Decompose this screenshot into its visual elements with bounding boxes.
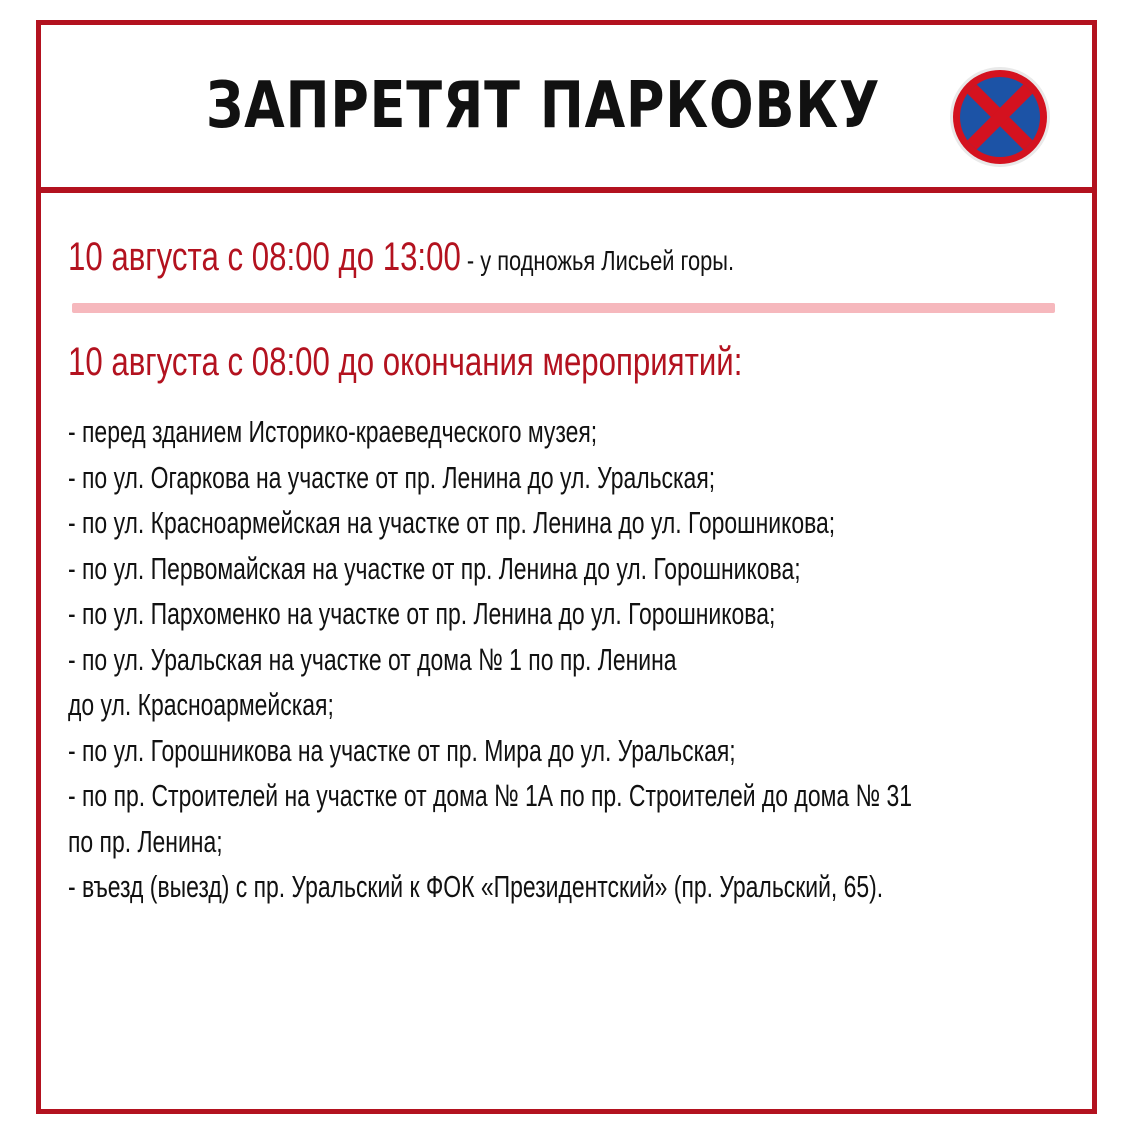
list-item: - по пр. Строителей на участке от дома № 1А по пр. Строителей до дома № 31 <box>68 778 912 813</box>
first-notice <box>68 235 734 280</box>
list-item: по пр. Ленина; <box>68 823 223 859</box>
no-stopping-sign-icon <box>948 65 1052 169</box>
second-notice-time: 10 августа с 08:00 до окончания мероприятий: <box>68 340 743 384</box>
first-notice-place: - у подножья Лисьей горы. <box>460 245 735 276</box>
list-item: - по ул. Красноармейская на участке от пр. Ленина до ул. Горошникова; <box>68 505 836 540</box>
list-item: - по ул. Первомайская на участке от пр. Ленина до ул. Горошникова; <box>68 550 801 586</box>
list-item: - по ул. Горошникова на участке от пр. Мира до ул. Уральская; <box>68 732 736 768</box>
list-item: - въезд (выезд) с пр. Уральский к ФОК «Президентский» (пр. Уральский, 65). <box>68 869 884 904</box>
list-item: - по ул. Пархоменко на участке от пр. Ленина до ул. Горошникова; <box>68 596 776 631</box>
list-item: - перед зданием Историко-краеведческого музея; <box>68 414 598 449</box>
list-item: до ул. Красноармейская; <box>68 687 334 722</box>
first-notice-time: 10 августа с 08:00 до 13:00 <box>68 235 461 279</box>
divider <box>72 303 1055 313</box>
page-title: ЗАПРЕТЯТ ПАРКОВКУ <box>206 69 881 143</box>
header <box>41 25 1092 193</box>
poster-frame <box>36 20 1097 1114</box>
street-list <box>68 409 1030 910</box>
list-item: - по ул. Уральская на участке от дома № 1 по пр. Ленина <box>68 641 677 677</box>
list-item: - по ул. Огаркова на участке от пр. Ленина до ул. Уральская; <box>68 459 716 495</box>
